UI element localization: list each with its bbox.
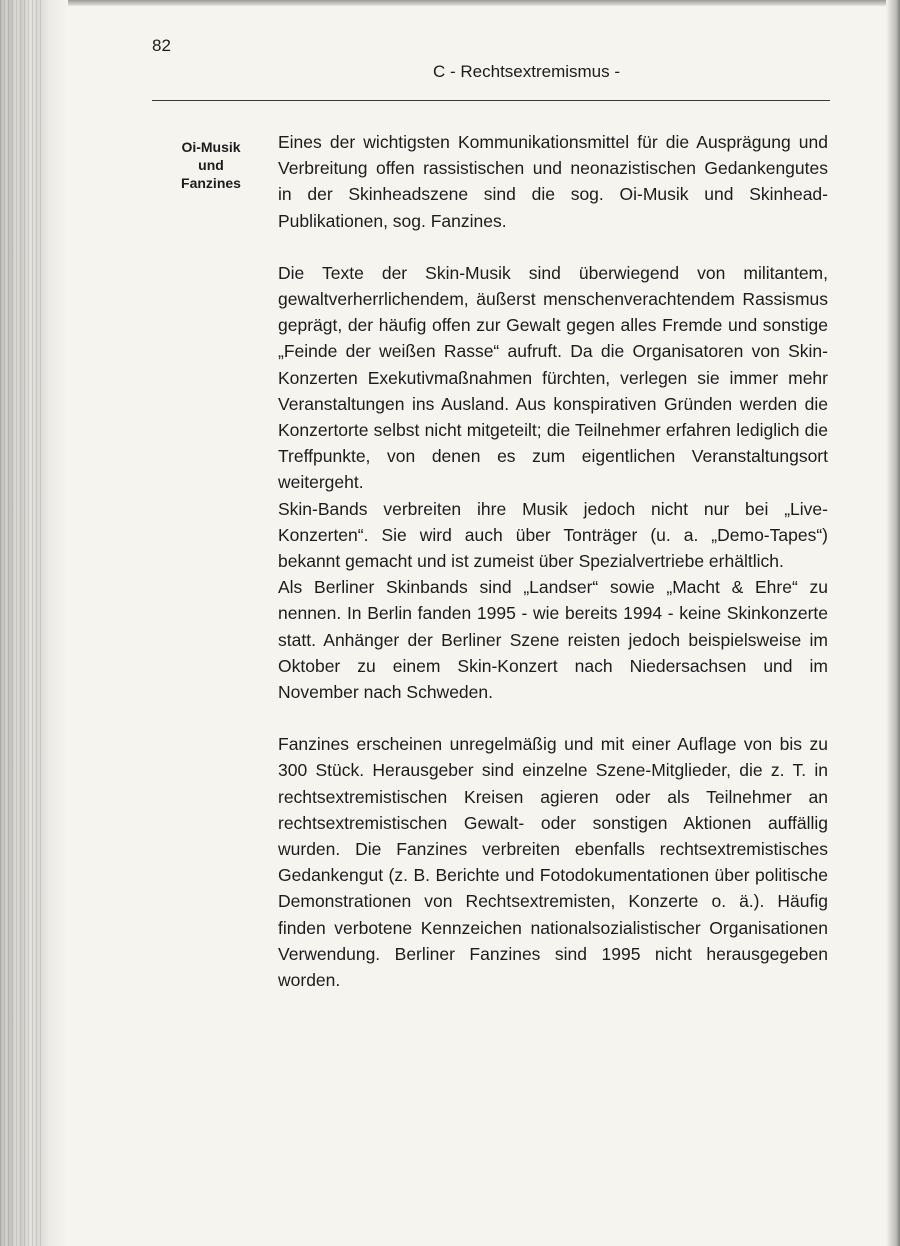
- paragraph-fanzines: Fanzines erscheinen unregelmäßig und mit einer Auflage von bis zu 300 Stück. Herausgeber sind einzelne Szene-Mitglieder, die z. T. in rechtsextremistischen Kreisen agieren oder als Teilnehmer an rechtsextremistischen Gewalt- oder sonstigen Aktionen auffällig wurden. Die Fanzines verbreiten ebenfalls rechtsextremistisches Gedankengut (z. B. Berichte und Fotodokumentationen über politische Demonstrationen von Rechtsextremisten, Konzerte o. ä.). Häufig finden verbotene Kennzeichen nationalsozialistischer Organisationen Verwendung. Berliner Fanzines sind 1995 nicht herausgegeben worden.: [278, 734, 828, 991]
- scan-right-edge: [886, 0, 900, 1246]
- paragraph-berlin-bands: Als Berliner Skinbands sind „Landser“ sowie „Macht & Ehre“ zu nennen. In Berlin fanden 1995 - wie bereits 1994 - keine Skinkonzerte statt. Anhänger der Berliner Szene reisten jedoch beispielsweise im Oktober zu einem Skin-Konzert nach Niedersachsen und im November nach Schweden.: [278, 577, 828, 703]
- header-divider: [152, 100, 830, 101]
- book-page-stack-lines: [0, 0, 44, 1246]
- margin-note-line-3: Fanzines: [181, 175, 241, 191]
- margin-note: [152, 138, 270, 192]
- margin-note-line-2: und: [198, 157, 224, 173]
- paragraph-intro: Eines der wichtigsten Kommunikationsmittel für die Ausprägung und Verbreitung offen rassistischen und neonazistischen Gedankengutes in der Skinheadszene sind die sog. Oi-Musik und Skinhead-Publikationen, sog. Fanzines.: [278, 132, 828, 231]
- paragraph-skin-music: Die Texte der Skin-Musik sind überwiegend von militantem, gewaltverherrlichendem, äußerst menschenverachtendem Rassismus geprägt, der häufig offen zur Gewalt gegen alles Fremde und sonstige „Feinde der weißen Rasse“ aufruft. Da die Organisatoren von Skin-Konzerten Exekutivmaßnahmen fürchten, verlegen sie immer mehr Veranstaltungen ins Ausland. Aus konspirativen Gründen werden die Konzertorte selbst nicht mitgeteilt; die Teilnehmer erfahren lediglich die Treffpunkte, von denen es zum eigentlichen Veranstaltungsort weitergeht.: [278, 262, 828, 493]
- paragraph-skin-bands: Skin-Bands verbreiten ihre Musik jedoch nicht nur bei „Live-Konzerten“. Sie wird auch über Tonträger (u. a. „Demo-Tapes“) bekannt gemacht und ist zumeist über Spezialvertriebe erhältlich.: [278, 498, 828, 572]
- page-number: 82: [152, 36, 171, 55]
- scan-top-edge: [0, 0, 900, 6]
- body-text: [278, 129, 828, 993]
- margin-note-line-1: Oi-Musik: [181, 139, 241, 155]
- running-head: C - Rechtsextremismus -: [433, 62, 621, 81]
